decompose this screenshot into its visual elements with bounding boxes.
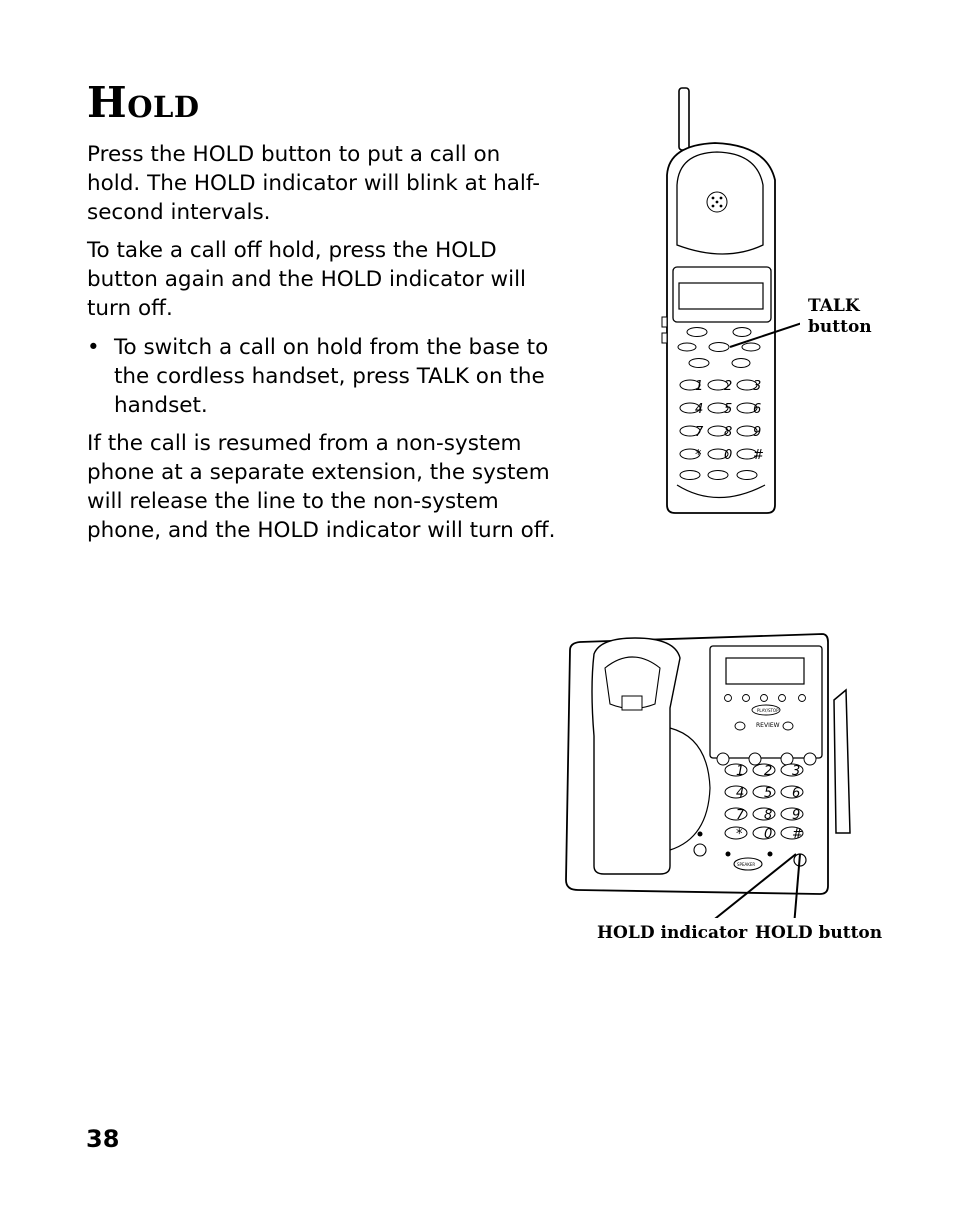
base-hold-indicator — [726, 852, 731, 857]
base-key-4: 4 — [736, 786, 745, 801]
base-key-7: 7 — [736, 808, 745, 823]
handset-display — [679, 283, 763, 309]
title-cap: H — [87, 78, 128, 127]
base-key-hash: # — [792, 827, 803, 842]
title-rest: OLD — [127, 90, 200, 124]
handset-key-star: * — [695, 448, 702, 463]
talk-button-callout — [808, 296, 872, 338]
base-key-star: * — [736, 827, 743, 842]
bullet-text: To switch a call on hold from the base to the cordless handset, press TALK on the handset. — [114, 335, 549, 418]
paragraph-off-hold: To take a call off hold, press the HOLD button again and the HOLD indicator will turn off. — [87, 238, 527, 321]
base-key-2: 2 — [764, 764, 773, 779]
base-key-6: 6 — [792, 786, 801, 801]
handset-key-hash: # — [753, 448, 764, 463]
base-key-1: 1 — [736, 764, 745, 779]
handset-key-1: 1 — [695, 379, 704, 394]
base-unit-illustration — [560, 628, 860, 918]
base-play-stop-label: PLAY/STOP — [757, 708, 779, 713]
handset-key-7: 7 — [695, 425, 704, 440]
base-key-8: 8 — [764, 808, 773, 823]
talk-callout-line1: TALK — [808, 296, 860, 316]
base-display — [726, 658, 804, 684]
hold-button-callout: HOLD button — [755, 923, 883, 943]
base-speaker-label: SPEAKER — [737, 862, 756, 867]
bullet-symbol: • — [87, 335, 100, 360]
earpiece-speaker-icon — [707, 192, 727, 212]
hold-indicator-callout: HOLD indicator — [597, 923, 748, 943]
handset-key-9: 9 — [753, 425, 762, 440]
section-title — [87, 78, 200, 127]
paragraph-hold-intro: Press the HOLD button to put a call on hold. The HOLD indicator will blink at half-second intervals. — [87, 142, 541, 225]
base-key-9: 9 — [792, 808, 801, 823]
handset-illustration — [655, 85, 800, 520]
talk-callout-line2: button — [808, 317, 872, 337]
handset-key-2: 2 — [724, 379, 733, 394]
handset-key-5: 5 — [724, 402, 733, 417]
handset-key-4: 4 — [695, 402, 704, 417]
page-number: 38 — [86, 1125, 120, 1153]
handset-key-8: 8 — [724, 425, 733, 440]
handset-key-0: 0 — [724, 448, 733, 463]
base-key-3: 3 — [792, 764, 801, 779]
base-review-label: REVIEW — [756, 722, 780, 729]
handset-key-3: 3 — [753, 379, 762, 394]
base-key-0: 0 — [764, 827, 773, 842]
handset-talk-button — [709, 343, 729, 352]
paragraph-non-system: If the call is resumed from a non-system phone at a separate extension, the system will release the line to the non-system phone, and the HOLD indicator will turn off. — [87, 431, 556, 543]
base-key-5: 5 — [764, 786, 773, 801]
handset-key-6: 6 — [753, 402, 762, 417]
